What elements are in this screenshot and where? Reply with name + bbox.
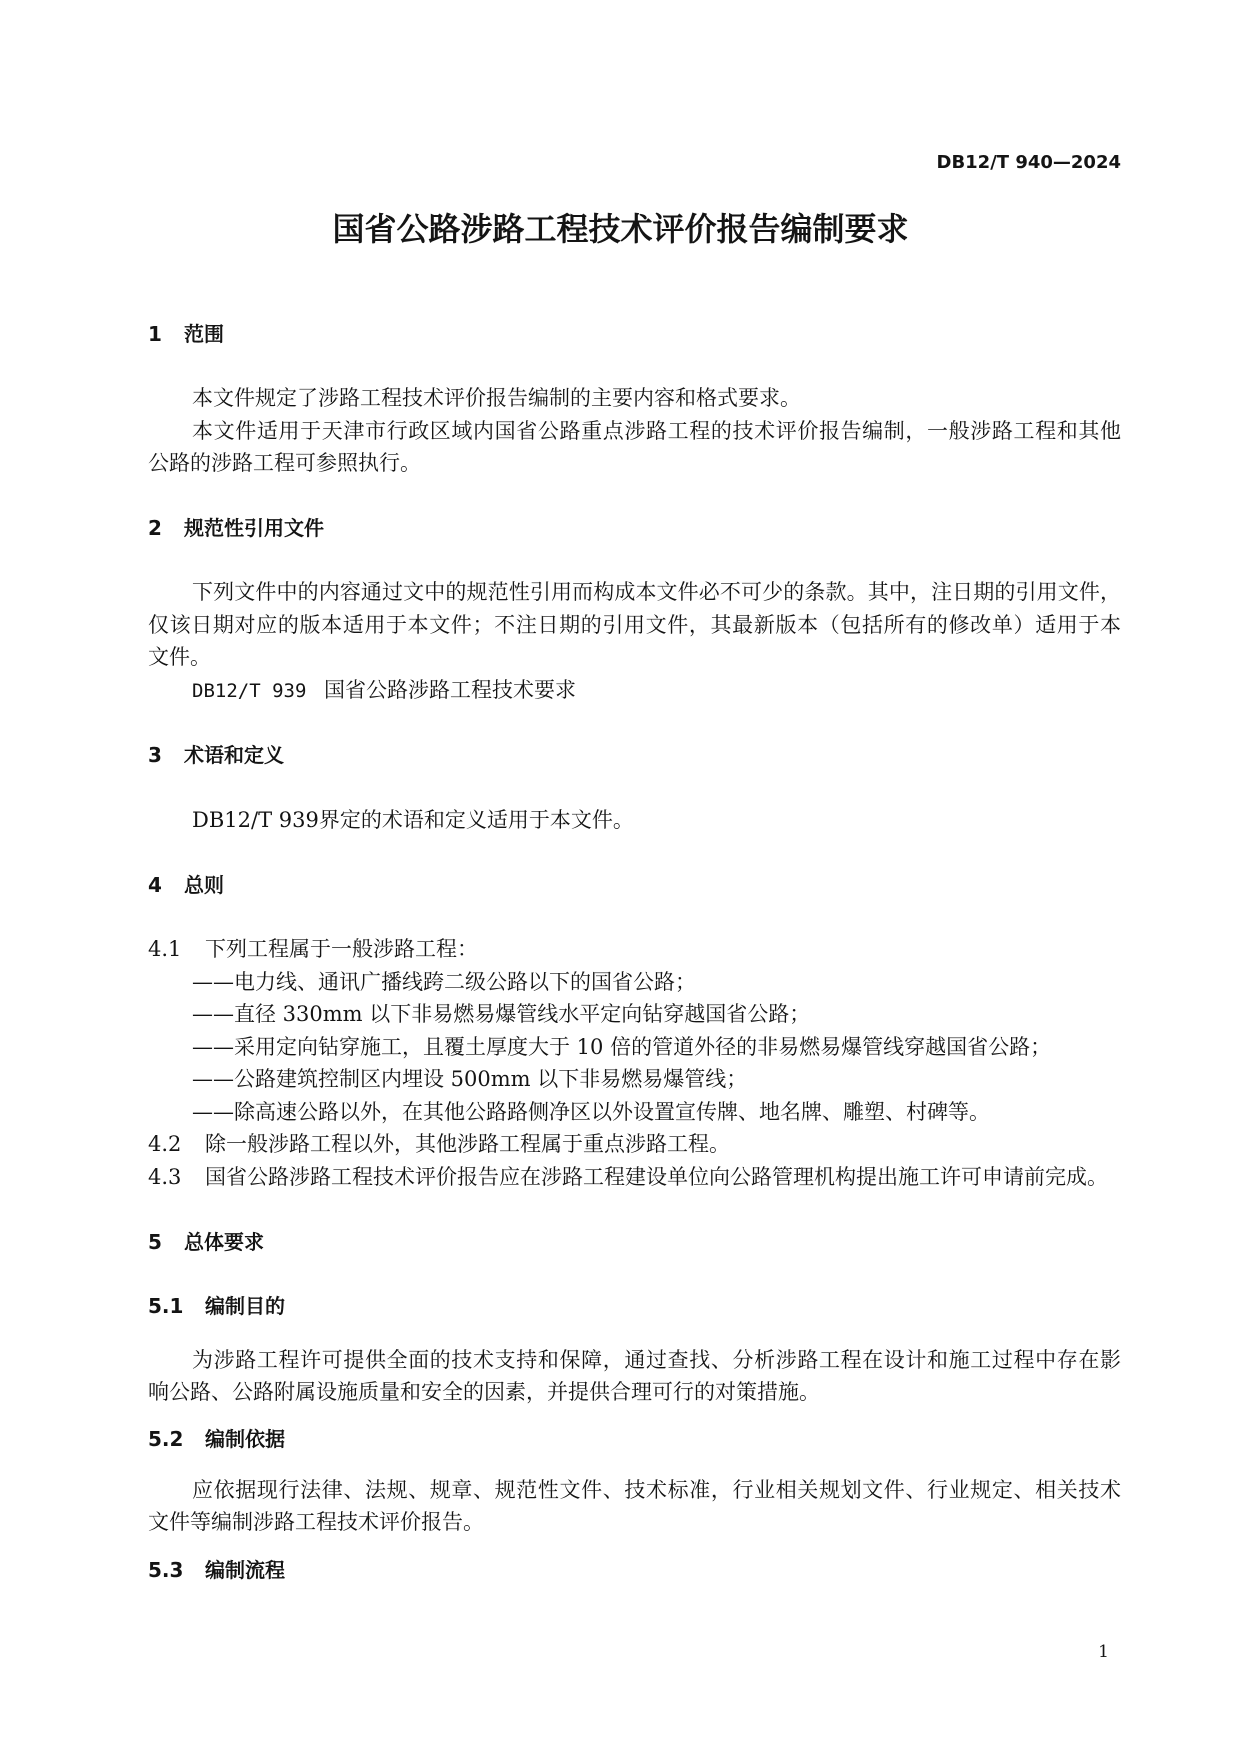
clause-4-2	[148, 1128, 1121, 1160]
reference-title: 国省公路涉路工程技术要求	[324, 678, 576, 702]
subsection-title: 编制目的	[205, 1294, 285, 1318]
paragraph-line: 文件。	[148, 645, 211, 669]
subsection-title: 编制依据	[205, 1427, 285, 1451]
list-item: ——采用定向钻穿施工，且覆土厚度大于 10 倍的管道外径的非易燃易爆管线穿越国省公路；	[192, 1035, 1052, 1059]
paragraph-line: 文件等编制涉路工程技术评价报告。	[148, 1510, 484, 1534]
section-title: 范围	[184, 322, 224, 346]
section-4-heading	[148, 869, 1121, 901]
subsection-5-3-heading	[148, 1554, 1121, 1586]
document-code: DB12/T 940—2024	[936, 152, 1121, 173]
subsection-5-1-heading	[148, 1290, 1121, 1322]
list-item: ——公路建筑控制区内埋设 500mm 以下非易燃易爆管线；	[192, 1067, 748, 1091]
clause-number: 4.2	[148, 1132, 182, 1156]
section-2-heading	[148, 512, 1121, 544]
subsection-number: 5.3	[148, 1558, 184, 1582]
subsection-number: 5.1	[148, 1294, 184, 1318]
clause-text: 国省公路涉路工程技术评价报告应在涉路工程建设单位向公路管理机构提出施工许可申请前完成。	[205, 1165, 1108, 1189]
paragraph-line: 下列文件中的内容通过文中的规范性引用而构成本文件必不可少的条款。其中，注日期的引用文件，	[192, 580, 1121, 604]
section-1-heading	[148, 318, 1121, 350]
list-item: ——直径 330mm 以下非易燃易爆管线水平定向钻穿越国省公路；	[192, 1002, 811, 1026]
paragraph-line: DB12/T 939界定的术语和定义适用于本文件。	[192, 808, 634, 832]
section-title: 规范性引用文件	[184, 516, 324, 540]
section-number: 2	[148, 516, 162, 540]
paragraph-line: 公路的涉路工程可参照执行。	[148, 451, 421, 475]
section-title: 总则	[184, 873, 224, 897]
paragraph-line: 仅该日期对应的版本适用于本文件；不注日期的引用文件，其最新版本（包括所有的修改单）适用于本	[148, 613, 1121, 637]
section-title: 术语和定义	[184, 743, 284, 767]
normative-reference	[192, 674, 1121, 706]
clause-number: 4.3	[148, 1165, 182, 1189]
clause-number: 4.1	[148, 937, 182, 961]
paragraph-line: 响公路、公路附属设施质量和安全的因素，并提供合理可行的对策措施。	[148, 1380, 820, 1404]
clause-text: 除一般涉路工程以外，其他涉路工程属于重点涉路工程。	[205, 1132, 730, 1156]
paragraph-line: 应依据现行法律、法规、规章、规范性文件、技术标准，行业相关规划文件、行业规定、相关技术	[192, 1478, 1121, 1502]
list-item: ——除高速公路以外，在其他公路路侧净区以外设置宣传牌、地名牌、雕塑、村碑等。	[192, 1100, 990, 1124]
clause-4-3	[148, 1161, 1121, 1193]
clause-4-1	[148, 933, 1121, 965]
reference-code: DB12/T 939	[192, 680, 307, 702]
section-3-heading	[148, 739, 1121, 771]
document-title: 国省公路涉路工程技术评价报告编制要求	[332, 210, 909, 248]
page-number: 1	[1098, 1642, 1109, 1662]
section-title: 总体要求	[184, 1230, 264, 1254]
section-number: 5	[148, 1230, 162, 1254]
paragraph-line: 为涉路工程许可提供全面的技术支持和保障，通过查找、分析涉路工程在设计和施工过程中存在影	[192, 1348, 1121, 1372]
subsection-number: 5.2	[148, 1427, 184, 1451]
subsection-5-2-heading	[148, 1423, 1121, 1455]
list-item: ——电力线、通讯广播线跨二级公路以下的国省公路；	[192, 970, 696, 994]
subsection-title: 编制流程	[205, 1558, 285, 1582]
section-5-heading	[148, 1226, 1121, 1258]
section-number: 3	[148, 743, 162, 767]
section-number: 1	[148, 322, 162, 346]
paragraph-line: 本文件规定了涉路工程技术评价报告编制的主要内容和格式要求。	[192, 386, 801, 410]
paragraph-line: 本文件适用于天津市行政区域内国省公路重点涉路工程的技术评价报告编制，一般涉路工程和其他	[192, 419, 1121, 443]
section-number: 4	[148, 873, 162, 897]
clause-text: 下列工程属于一般涉路工程：	[205, 937, 478, 961]
